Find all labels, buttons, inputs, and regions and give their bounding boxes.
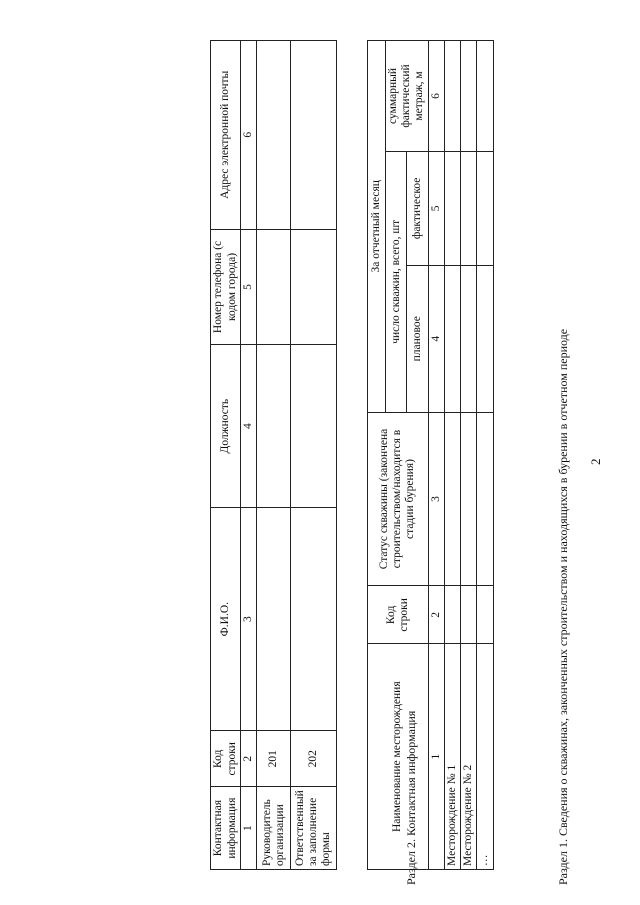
table-row	[444, 41, 460, 870]
header-line-code: Код строки	[211, 731, 241, 787]
header-planned: плановое	[407, 265, 428, 412]
empty-cell	[257, 507, 291, 730]
col-number: 1	[428, 644, 444, 870]
line-code-cell: 201	[257, 731, 291, 787]
col-number: 2	[241, 731, 257, 787]
header-email: Адрес электронной почты	[211, 41, 241, 230]
empty-cell	[461, 412, 477, 586]
contact-role-cell: Ответственный за заполнение формы	[291, 787, 337, 870]
empty-cell	[444, 265, 460, 412]
section1-title: Раздел 1. Сведения о скважинах, законченных строительством и находящихся в бурении в отчетном периоде	[556, 328, 570, 885]
empty-cell	[461, 586, 477, 644]
table-row	[461, 41, 477, 870]
empty-cell	[257, 229, 291, 345]
empty-cell	[477, 412, 493, 586]
col-number: 4	[428, 265, 444, 412]
field-name-cell: …	[477, 644, 493, 870]
empty-cell	[444, 586, 460, 644]
col-number: 4	[241, 345, 257, 508]
empty-cell	[257, 41, 291, 230]
contacts-table	[210, 40, 337, 870]
col-number: 5	[241, 229, 257, 345]
header-contact: Контактная информация	[211, 787, 241, 870]
field-name-cell: Месторождение № 1	[444, 644, 460, 870]
header-fio: Ф.И.О.	[211, 507, 241, 730]
empty-cell	[477, 586, 493, 644]
line-code-cell: 202	[291, 731, 337, 787]
empty-cell	[291, 345, 337, 508]
empty-cell	[461, 41, 477, 152]
empty-cell	[477, 265, 493, 412]
section2-title: Раздел 2. Контактная информация	[404, 710, 418, 885]
col-number: 3	[241, 507, 257, 730]
col-number: 6	[428, 41, 444, 152]
empty-cell	[291, 507, 337, 730]
empty-cell	[477, 41, 493, 152]
empty-cell	[477, 151, 493, 265]
col-number: 3	[428, 412, 444, 586]
header-line-code: Код строки	[368, 586, 429, 644]
table-row	[291, 41, 337, 870]
wells-table	[367, 40, 494, 870]
contact-role-cell: Руководитель организации	[257, 787, 291, 870]
header-field-name: Наименование месторождения	[368, 644, 429, 870]
header-period: За отчетный месяц	[368, 41, 386, 413]
empty-cell	[257, 345, 291, 508]
field-name-cell: Месторождение № 2	[461, 644, 477, 870]
header-meterage: суммарный фактический метраж, м	[386, 41, 429, 152]
col-number: 1	[241, 787, 257, 870]
empty-cell	[444, 41, 460, 152]
empty-cell	[291, 41, 337, 230]
col-number: 6	[241, 41, 257, 230]
page-number: 2	[588, 458, 603, 465]
empty-cell	[291, 229, 337, 345]
header-wells-count: число скважин, всего, шт	[386, 151, 407, 412]
col-number: 2	[428, 586, 444, 644]
empty-cell	[461, 265, 477, 412]
header-position: Должность	[211, 345, 241, 508]
header-phone: Номер телефона (с кодом города)	[211, 229, 241, 345]
empty-cell	[444, 412, 460, 586]
col-number: 5	[428, 151, 444, 265]
table-row	[257, 41, 291, 870]
table-row	[477, 41, 493, 870]
empty-cell	[444, 151, 460, 265]
header-well-status: Статус скважины (закончена строительством/находится в стадии бурения)	[368, 412, 429, 586]
header-actual: фактическое	[407, 151, 428, 265]
empty-cell	[461, 151, 477, 265]
